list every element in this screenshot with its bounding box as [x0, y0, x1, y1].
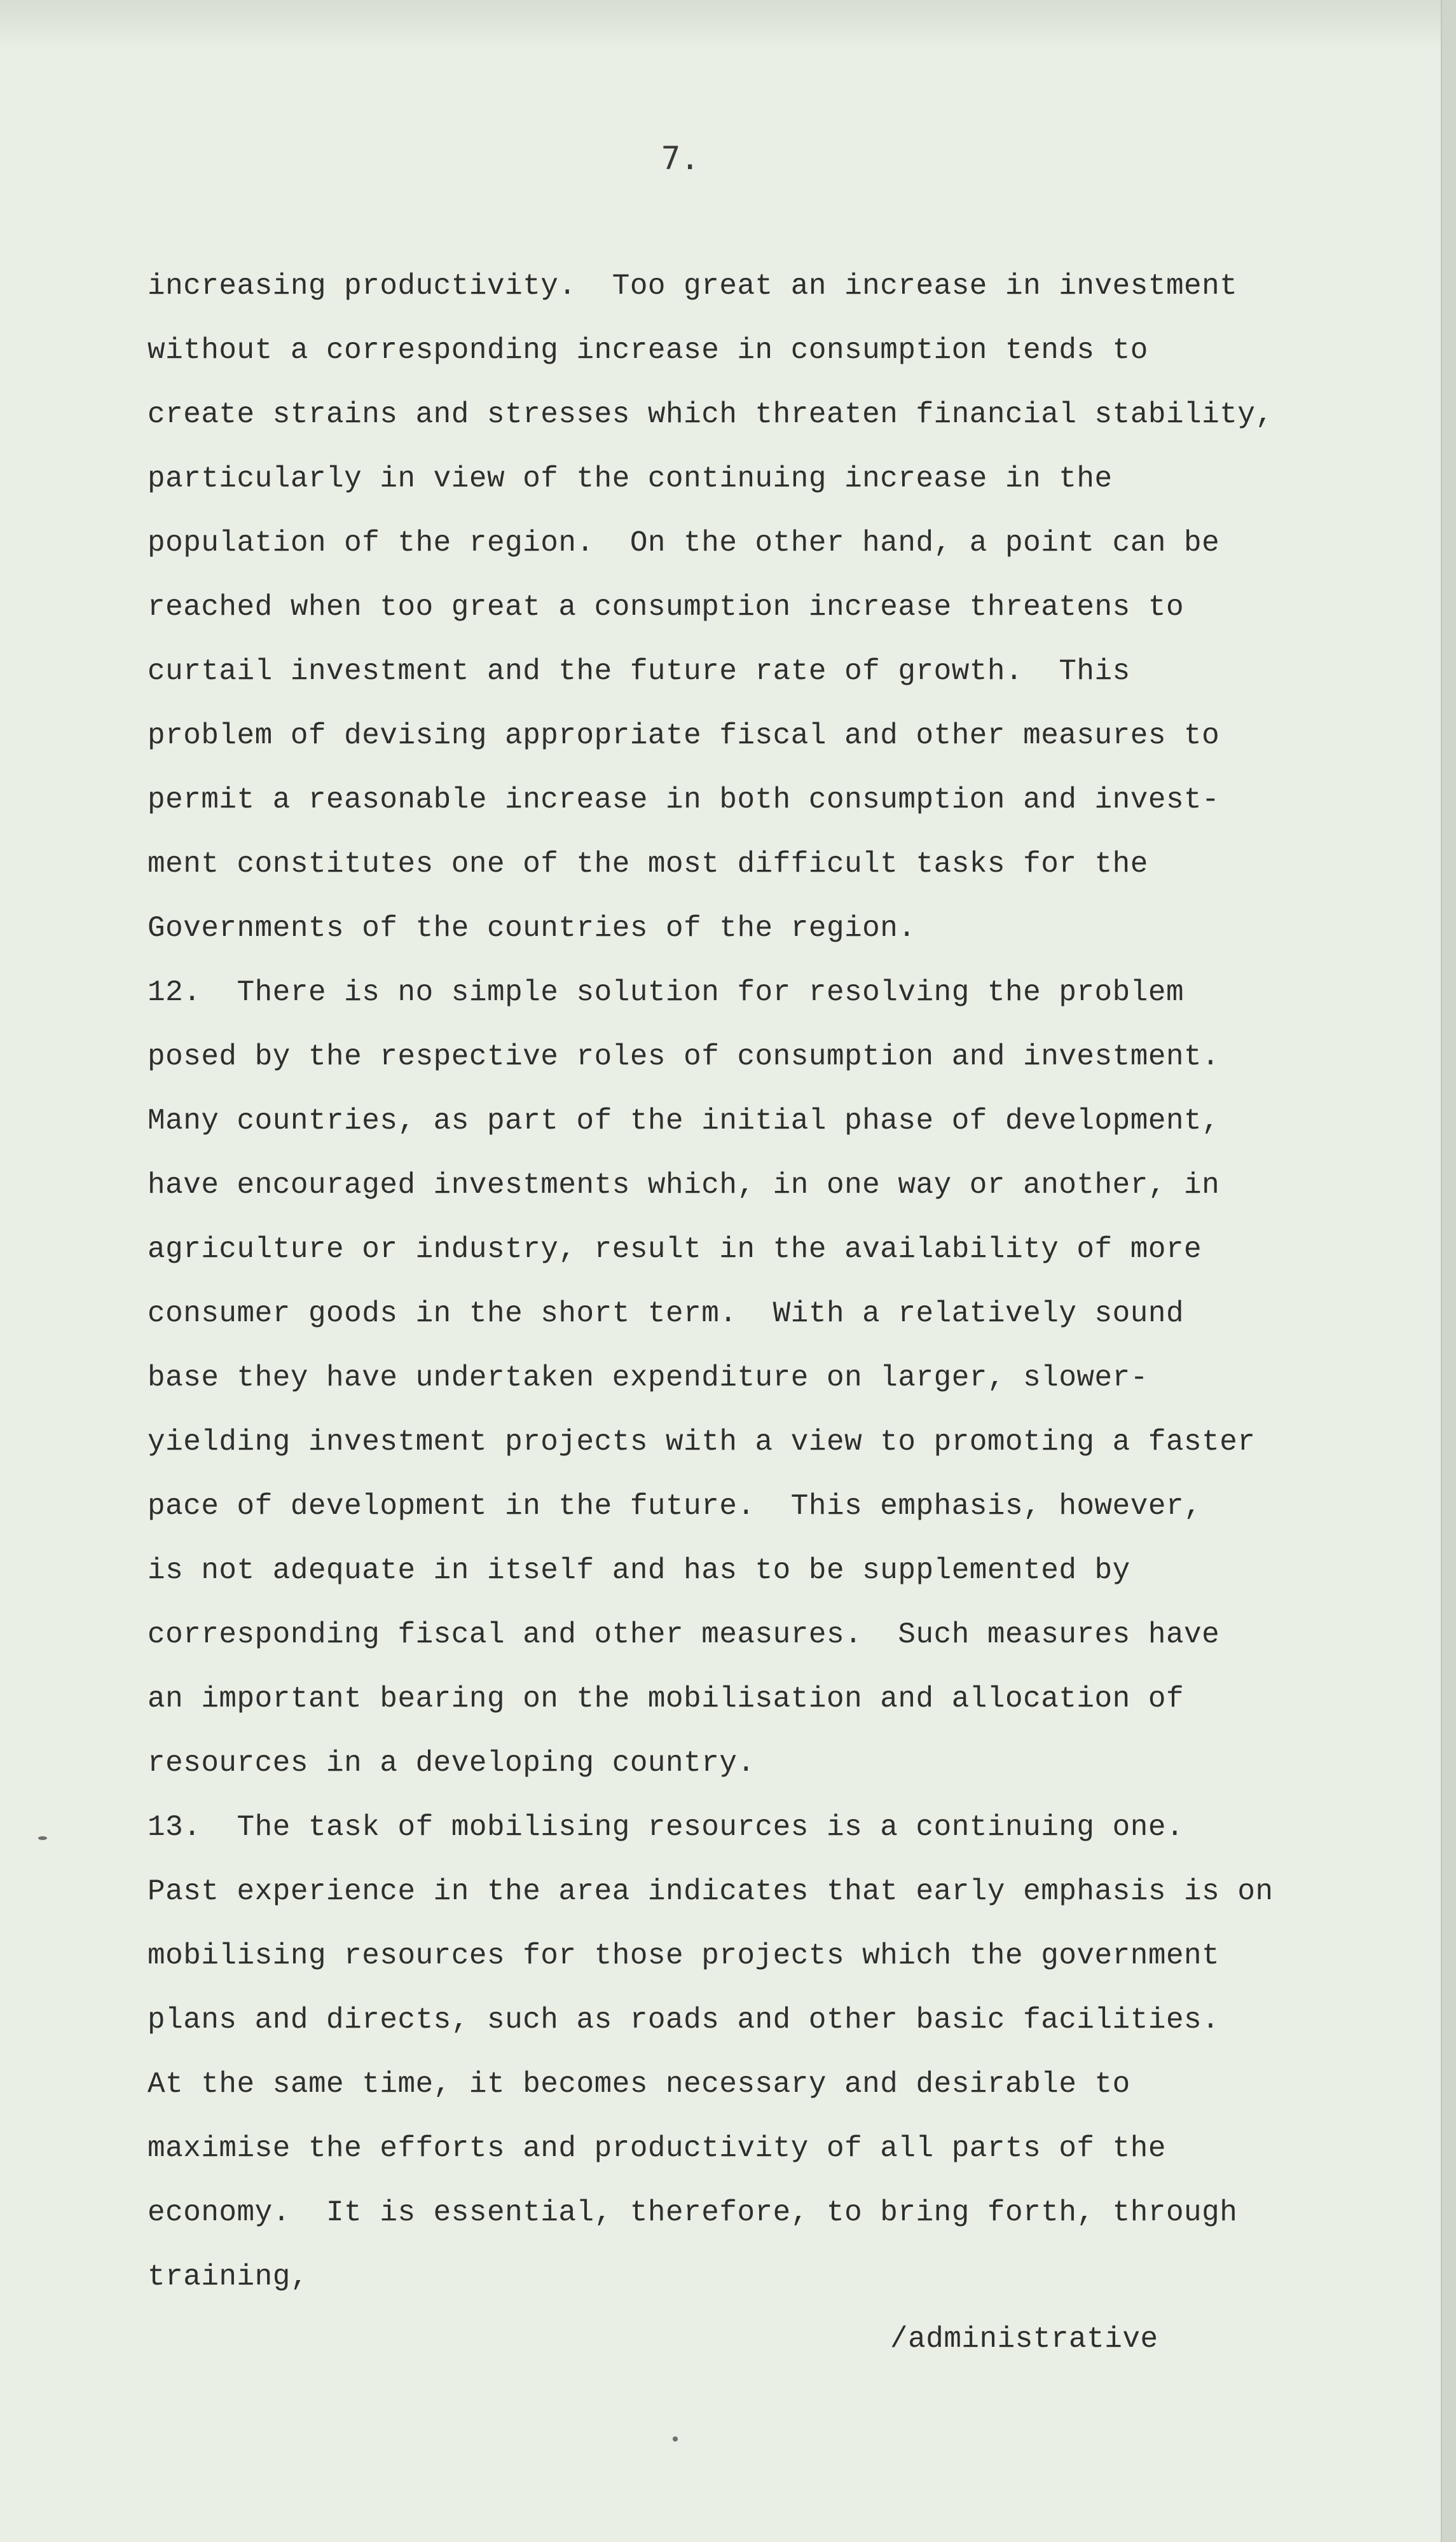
paragraph-13-start: 13. The task of mobilising resources is a continuing one.: [148, 1811, 1185, 1844]
text-line: mobilising resources for those projects which the government: [148, 1939, 1220, 1972]
text-line: increasing productivity. Too great an increase in investment: [148, 270, 1238, 303]
ink-speck: [38, 1836, 47, 1840]
text-line: particularly in view of the continuing increase in the: [148, 462, 1113, 495]
text-line: create strains and stresses which threaten financial stability,: [148, 398, 1274, 431]
page-shadow: [0, 0, 1456, 51]
ink-speck: [673, 2436, 678, 2442]
text-line: maximise the efforts and productivity of all parts of the: [148, 2132, 1166, 2165]
text-line: resources in a developing country.: [148, 1747, 755, 1780]
text-line: economy. It is essential, therefore, to bring forth, through: [148, 2196, 1238, 2229]
text-line: Many countries, as part of the initial phase of development,: [148, 1104, 1220, 1137]
text-line: posed by the respective roles of consumption and investment.: [148, 1040, 1220, 1073]
text-line: corresponding fiscal and other measures. Such measures have: [148, 1618, 1220, 1651]
text-line: have encouraged investments which, in one way or another, in: [148, 1169, 1220, 1202]
text-line: yielding investment projects with a view to promoting a faster: [148, 1426, 1256, 1459]
text-line: consumer goods in the short term. With a relatively sound: [148, 1297, 1185, 1330]
text-line: is not adequate in itself and has to be supplemented by: [148, 1554, 1130, 1587]
text-line: reached when too great a consumption increase threatens to: [148, 591, 1185, 624]
text-line: Past experience in the area indicates that early emphasis is on: [148, 1875, 1274, 1908]
text-line: agriculture or industry, result in the availability of more: [148, 1233, 1202, 1266]
text-line: At the same time, it becomes necessary and desirable to: [148, 2068, 1130, 2101]
text-line: an important bearing on the mobilisation and allocation of: [148, 1682, 1185, 1715]
body-text: [148, 254, 1387, 2309]
page-number: 7.: [661, 140, 700, 177]
text-line: permit a reasonable increase in both consumption and invest-: [148, 783, 1220, 816]
text-line: ment constitutes one of the most difficult tasks for the: [148, 848, 1148, 881]
page-edge: [1441, 0, 1456, 2542]
text-line: curtail investment and the future rate of growth. This: [148, 655, 1130, 688]
paragraph-12-start: 12. There is no simple solution for resolving the problem: [148, 976, 1185, 1009]
text-line: training,: [148, 2260, 308, 2293]
text-line: base they have undertaken expenditure on larger, slower-: [148, 1361, 1148, 1394]
text-line: pace of development in the future. This emphasis, however,: [148, 1490, 1202, 1523]
text-line: Governments of the countries of the region.: [148, 912, 916, 945]
text-line: population of the region. On the other hand, a point can be: [148, 526, 1220, 560]
text-line: without a corresponding increase in consumption tends to: [148, 334, 1148, 367]
catchword: /administrative: [890, 2323, 1158, 2356]
text-line: plans and directs, such as roads and other basic facilities.: [148, 2003, 1220, 2037]
text-line: problem of devising appropriate fiscal and other measures to: [148, 719, 1220, 752]
